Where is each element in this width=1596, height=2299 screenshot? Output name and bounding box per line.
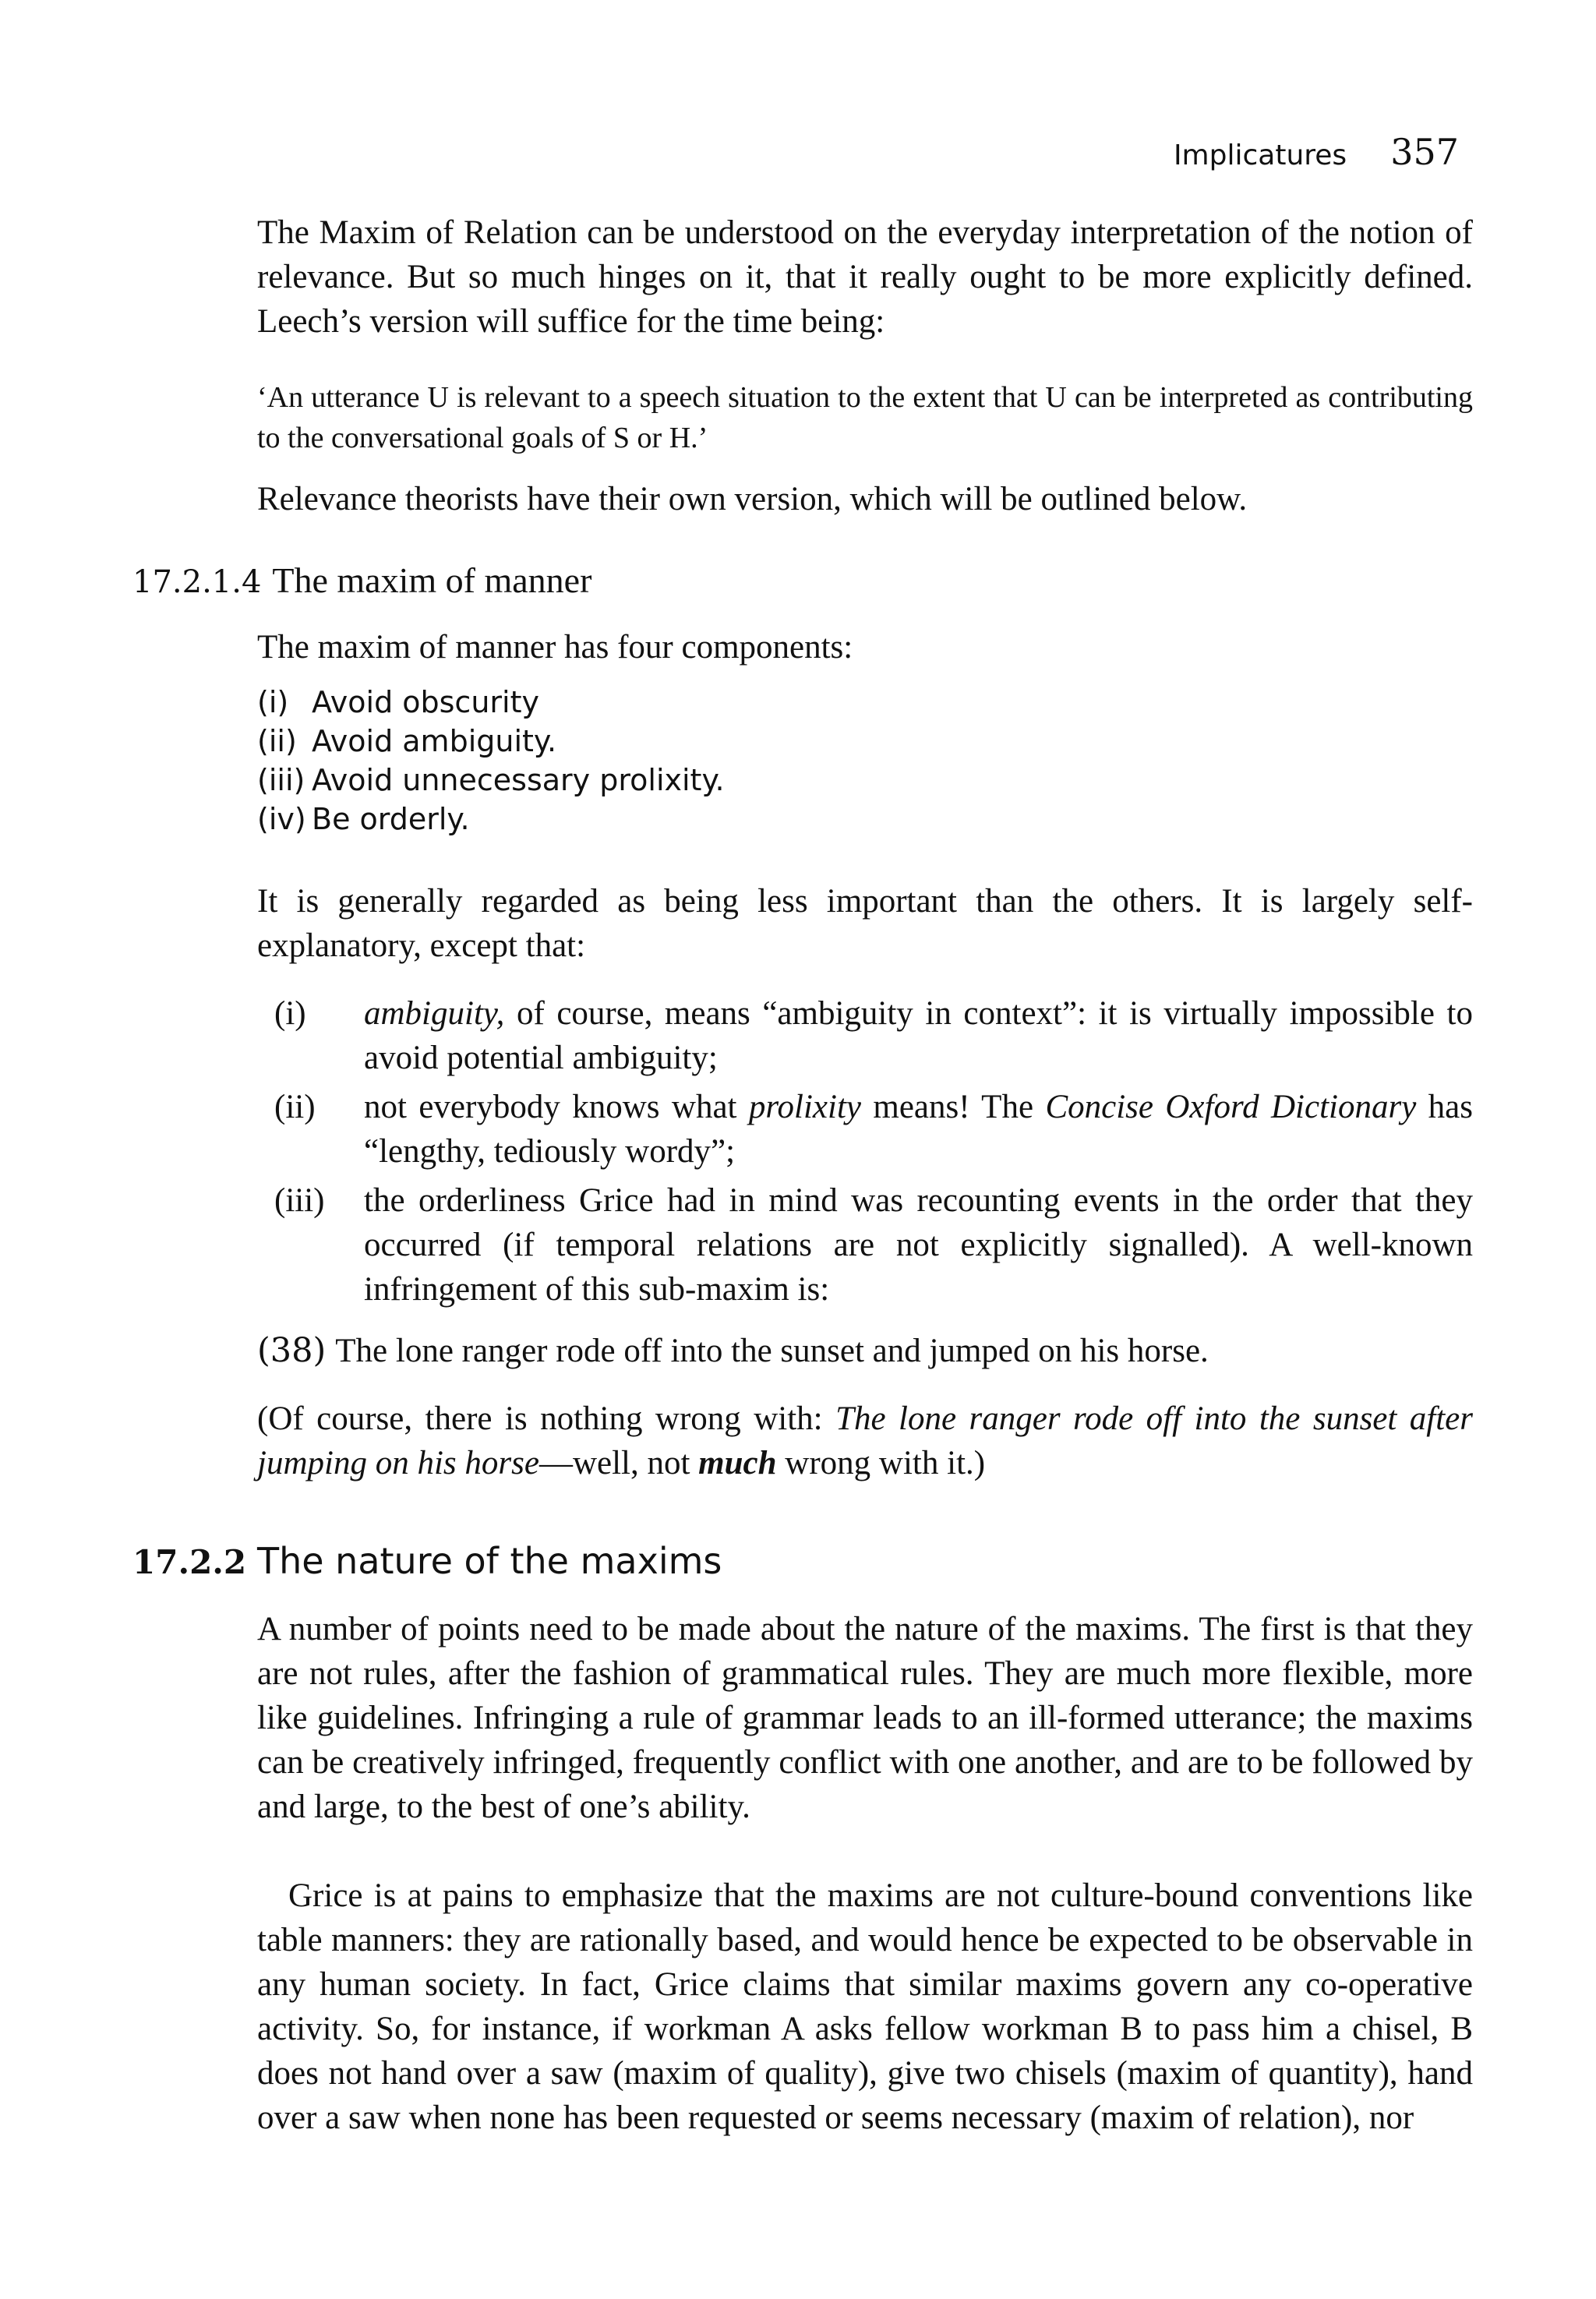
example-text: The lone ranger rode off into the sunset and jumped on his horse. bbox=[335, 1333, 1209, 1369]
page-number: 357 bbox=[1390, 131, 1459, 173]
notes-list bbox=[274, 991, 1473, 1316]
italic-example: The lone ranger rode off into the sunset after jumping on his horse bbox=[257, 1400, 1473, 1481]
list-text: Avoid ambiguity. bbox=[312, 724, 557, 758]
list-text: Be orderly. bbox=[312, 802, 470, 836]
section-title: The nature of the maxims bbox=[257, 1540, 722, 1582]
list-text: Avoid unnecessary prolixity. bbox=[312, 763, 725, 797]
list-text: Avoid obscurity bbox=[312, 685, 539, 719]
section-number: 17.2.1.4 bbox=[132, 564, 262, 600]
list-marker: (iii) bbox=[257, 763, 305, 797]
list-text bbox=[364, 1085, 1473, 1174]
list-marker: (i) bbox=[274, 995, 306, 1032]
list-marker: (ii) bbox=[274, 1089, 316, 1125]
list-text bbox=[364, 991, 1473, 1080]
paragraph-text: (Of course, there is nothing wrong with: bbox=[257, 1400, 836, 1437]
paragraph-relation: The Maxim of Relation can be understood on the everyday interpretation of the notion of relevance. But so much hinges on it, that it really ought to be more explicitly defined. Leech’s version will suffice for the time being: bbox=[257, 214, 1473, 340]
section-title: The maxim of manner bbox=[272, 560, 592, 600]
list-item bbox=[257, 761, 725, 800]
list-item bbox=[274, 991, 1473, 1080]
paragraph-not-rules: A number of points need to be made about the nature of the maxims. The first is that they are not rules, after the fashion of grammatical rules. They are much more flexible, more like guidelines. Infringing a rule of grammar leads to an ill-formed utterance; the maxims can be creatively infringed, frequently conflict with one another, and are to be followed by and large, to the best of one’s ability. bbox=[257, 1611, 1473, 1825]
paragraph-grice-pains: Grice is at pains to emphasize that the maxims are not culture-bound conventions like table manners: they are rationally based, and would hence be expected to be observable in any human society. In fact, Grice claims that similar maxims govern any co-operative activity. So, for instance, if workman A asks fellow workman B to pass him a chisel, B does not hand over a saw (maxim of quality), give two chisels (maxim of quantity), hand over a saw when none has been requested or seems necessary (maxim of relation), nor bbox=[257, 1877, 1473, 2136]
emphasis-much: much bbox=[698, 1445, 777, 1481]
note-text: not everybody knows what bbox=[364, 1089, 749, 1125]
list-item bbox=[257, 722, 725, 761]
section-number: 17.2.2 bbox=[132, 1543, 247, 1581]
section-heading-nature-of-maxims bbox=[132, 1540, 722, 1582]
example-number: (38) bbox=[257, 1331, 327, 1370]
paragraph-text: —well, not bbox=[538, 1445, 699, 1481]
paragraph-four-components: The maxim of manner has four components: bbox=[257, 629, 853, 666]
note-text: means! The bbox=[861, 1089, 1046, 1125]
paragraph-less-important: It is generally regarded as being less important than the others. It is largely self-explanatory, except that: bbox=[257, 883, 1473, 964]
dictionary-title: Concise Oxford Dictionary bbox=[1045, 1089, 1417, 1125]
list-marker: (iv) bbox=[257, 802, 306, 836]
list-item bbox=[274, 1085, 1473, 1174]
note-text: of course, means “ambiguity in context”: it is virtually impossible to avoid potential ambiguity; bbox=[364, 995, 1473, 1076]
example-38 bbox=[257, 1329, 1473, 1373]
list-marker: (i) bbox=[257, 685, 289, 719]
list-marker: (ii) bbox=[257, 724, 297, 758]
term-prolixity: prolixity bbox=[748, 1089, 861, 1125]
list-item bbox=[257, 800, 725, 839]
list-marker: (iii) bbox=[274, 1182, 325, 1219]
paragraph-relevance-theorists: Relevance theorists have their own version, which will be outlined below. bbox=[257, 481, 1248, 517]
paragraph-of-course bbox=[257, 1397, 1473, 1485]
page-header bbox=[1174, 131, 1459, 173]
section-heading-maxim-of-manner bbox=[132, 560, 591, 601]
note-text: has “lengthy, tediously wordy”; bbox=[364, 1089, 1473, 1170]
leech-quote: ‘An utterance U is relevant to a speech situation to the extent that U can be interpreted as contributing to the conversational goals of S or H.’ bbox=[257, 381, 1473, 454]
list-item bbox=[257, 683, 725, 722]
term-ambiguity: ambiguity, bbox=[364, 995, 505, 1032]
list-item bbox=[274, 1178, 1473, 1312]
paragraph-text: wrong with it.) bbox=[776, 1445, 986, 1481]
running-title: Implicatures bbox=[1173, 139, 1347, 171]
components-list bbox=[257, 683, 725, 839]
list-text: the orderliness Grice had in mind was recounting events in the order that they occurred (if temporal relations are not explicitly signalled). A well-known infringement of this sub-maxim is: bbox=[364, 1182, 1473, 1308]
